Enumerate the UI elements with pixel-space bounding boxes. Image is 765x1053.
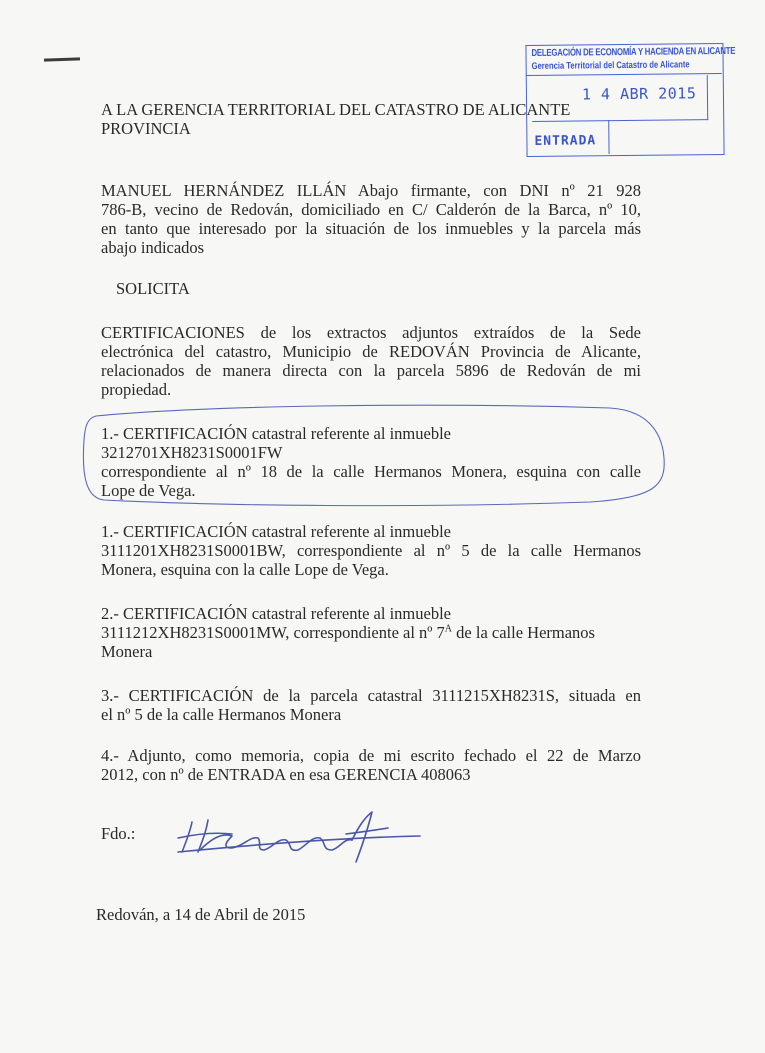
cert-intro-line-4: propiedad.	[101, 380, 172, 399]
place-date	[96, 905, 636, 924]
intro-paragraph	[101, 181, 641, 257]
intro-line-4: abajo indicados	[101, 238, 205, 257]
addressee-line-2: PROVINCIA	[101, 119, 191, 138]
item-1a-line-1: 1.- CERTIFICACIÓN catastral referente al inmueble	[101, 424, 451, 443]
item-2-superscript: A	[444, 623, 453, 635]
stamp-office: Gerencia Territorial del Catastro de Alicante	[531, 59, 690, 72]
cert-intro-line-3: relacionados de manera directa con la parcela 5896 de Redován de mi	[101, 361, 641, 380]
item-2-line-2	[101, 623, 641, 642]
place-date-text: Redován, a 14 de Abril de 2015	[96, 905, 306, 924]
item-3	[101, 686, 641, 724]
item-2-line-2-post: de la calle Hermanos	[452, 623, 595, 642]
item-1	[101, 522, 641, 579]
intro-line-2: 786-B, vecino de Redován, domiciliado en C/ Calderón de la Barca, nº 10,	[101, 200, 641, 219]
cert-intro-line-1: CERTIFICACIONES de los extractos adjuntos extraídos de la Sede	[101, 323, 641, 342]
item-1b-line-3: Monera, esquina con la calle Lope de Vega.	[101, 560, 389, 579]
item-1-circled	[101, 424, 641, 500]
cert-intro-line-2: electrónica del catastro, Municipio de REDOVÁN Provincia de Alicante,	[101, 342, 641, 361]
item-1a-line-4: Lope de Vega.	[101, 481, 196, 500]
item-1b-line-2: 3111201XH8231S0001BW, correspondiente al nº 5 de la calle Hermanos	[101, 541, 641, 560]
item-2-line-1: 2.- CERTIFICACIÓN catastral referente al inmueble	[101, 604, 451, 623]
solicita-heading	[116, 279, 656, 298]
addressee	[101, 100, 641, 138]
item-1a-line-3: correspondiente al nº 18 de la calle Hermanos Monera, esquina con calle	[101, 462, 641, 481]
item-2-line-2-pre: 3111212XH8231S0001MW, correspondiente al nº 7	[101, 623, 445, 642]
stamp-delegation: DELEGACIÓN DE ECONOMÍA Y HACIENDA EN ALICANTE	[531, 45, 736, 59]
signature-label	[101, 824, 641, 843]
item-1b-line-1: 1.- CERTIFICACIÓN catastral referente al inmueble	[101, 522, 451, 541]
stamp-date: 1 4 ABR 2015	[581, 84, 697, 104]
addressee-line-1: A LA GERENCIA TERRITORIAL DEL CATASTRO DE ALICANTE	[101, 100, 571, 119]
stamp-entrada: ENTRADA	[534, 133, 597, 149]
item-4-line-2: 2012, con nº de ENTRADA en esa GERENCIA 408063	[101, 765, 471, 784]
item-2-line-3: Monera	[101, 642, 153, 661]
item-3-line-1: 3.- CERTIFICACIÓN de la parcela catastral 3111215XH8231S, situada en	[101, 686, 641, 705]
intro-line-3: en tanto que interesado por la situación de los inmuebles y la parcela más	[101, 219, 641, 238]
item-2	[101, 604, 641, 661]
solicita-text: SOLICITA	[116, 279, 190, 298]
item-4-line-1: 4.- Adjunto, como memoria, copia de mi escrito fechado el 22 de Marzo	[101, 746, 641, 765]
item-3-line-2: el nº 5 de la calle Hermanos Monera	[101, 705, 342, 724]
scan-edge-mark	[44, 57, 80, 61]
item-1a-line-2: 3212701XH8231S0001FW	[101, 443, 283, 462]
signature-label-text: Fdo.:	[101, 824, 136, 843]
intro-line-1: MANUEL HERNÁNDEZ ILLÁN Abajo firmante, con DNI nº 21 928	[101, 181, 641, 200]
certifications-paragraph	[101, 323, 641, 399]
item-4	[101, 746, 641, 784]
